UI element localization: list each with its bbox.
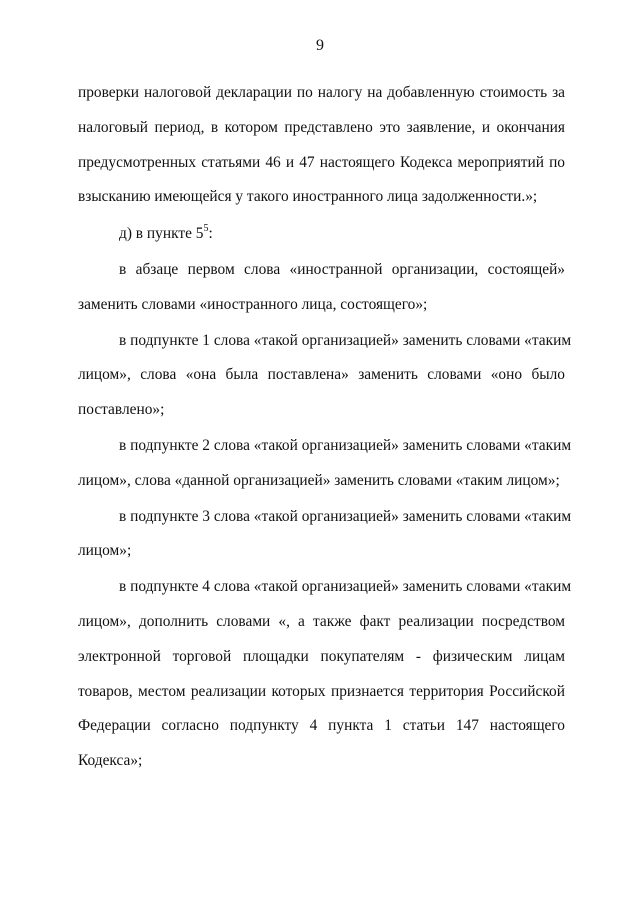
paragraph-subitem-3 [78, 500, 572, 570]
text-line: заменить словами «иностранного лица, состоящего»; [78, 295, 428, 313]
paragraph-subitem-4 [78, 570, 572, 779]
text-line: Кодекса»; [78, 752, 143, 770]
document-body [78, 76, 572, 779]
page-number: 9 [316, 37, 324, 54]
text-line: в абзаце первом слова «иностранной организации, состоящей» [119, 260, 565, 278]
paragraph-subitem-1 [78, 324, 572, 428]
text-line: в подпункте 4 слова «такой организацией» заменить словами «таким [119, 578, 572, 596]
text-line: в подпункте 1 слова «такой организацией» заменить словами «таким [119, 331, 572, 349]
text-line: лицом»; [78, 542, 132, 560]
text-line: электронной торговой площадки покупателям - физическим лицам [78, 647, 565, 665]
paragraph-item-d [78, 217, 565, 252]
text-line: лицом», слова «она была поставлена» заменить словами «оно было [78, 366, 565, 384]
text-line: лицом», слова «данной организацией» заменить словами «таким лицом»; [78, 471, 560, 489]
item-d-suffix: : [208, 225, 213, 243]
paragraph-first-abzats [78, 253, 565, 323]
text-line: налоговый период, в котором представлено это заявление, и окончания [78, 118, 565, 136]
text-line: поставлено»; [78, 401, 165, 419]
text-line: товаров, местом реализации которых признается территория Российской [78, 682, 565, 700]
text-line: в подпункте 3 слова «такой организацией» заменить словами «таким [119, 507, 572, 525]
paragraph-subitem-2 [78, 429, 572, 499]
text-line: взысканию имеющейся у такого иностранного лица задолженности.»; [78, 188, 538, 206]
text-line: предусмотренных статьями 46 и 47 настоящего Кодекса мероприятий по [78, 153, 565, 171]
text-line: Федерации согласно подпункту 4 пункта 1 статьи 147 настоящего [78, 717, 565, 735]
text-line: в подпункте 2 слова «такой организацией» заменить словами «таким [119, 436, 572, 454]
item-d-text: д) в пункте 5 [119, 225, 204, 243]
paragraph-continuation [78, 76, 565, 215]
item-d-superscript: 5 [203, 223, 209, 235]
text-line: лицом», дополнить словами «, а также факт реализации посредством [78, 612, 565, 630]
text-line: проверки налоговой декларации по налогу на добавленную стоимость за [78, 84, 565, 101]
